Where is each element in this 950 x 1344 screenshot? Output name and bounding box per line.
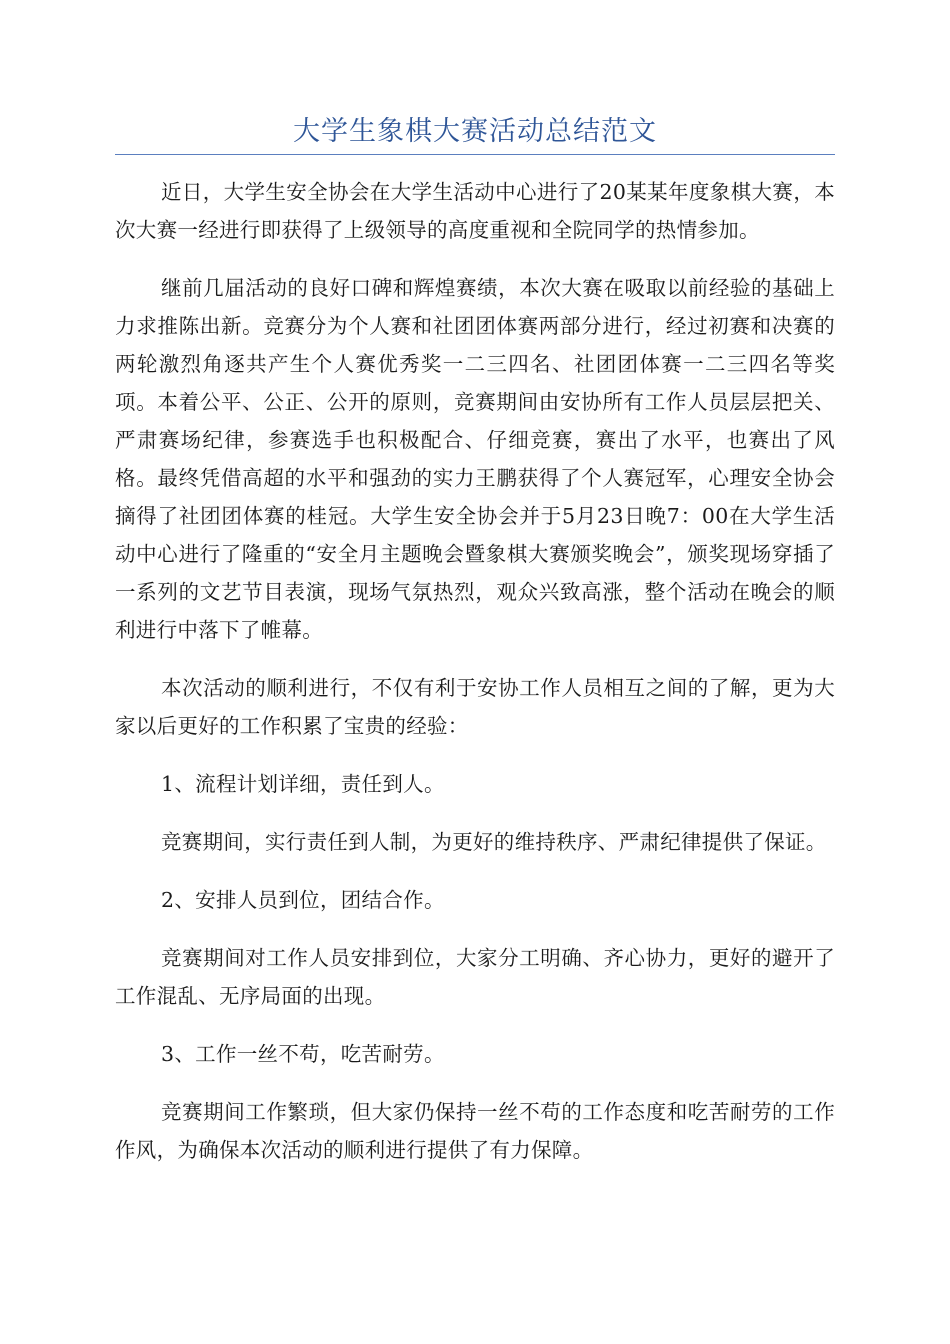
paragraph-point-2: 竞赛期间对工作人员安排到位，大家分工明确、齐心协力，更好的避开了工作混乱、无序局面的出现。: [115, 946, 835, 1008]
paragraph-point-1: 竞赛期间，实行责任到人制，为更好的维持秩序、严肃纪律提供了保证。: [161, 830, 827, 854]
title-underline: [115, 154, 835, 155]
list-heading-2: 2、安排人员到位，团结合作。: [161, 888, 445, 912]
document-body: [115, 173, 835, 1189]
list-heading-1: 1、流程计划详细，责任到人。: [161, 772, 445, 796]
paragraph-point-3: 竞赛期间工作繁琐，但大家仍保持一丝不苟的工作态度和吃苦耐劳的工作作风，为确保本次活动的顺利进行提供了有力保障。: [115, 1100, 835, 1162]
list-heading-3: 3、工作一丝不苟，吃苦耐劳。: [161, 1042, 445, 1066]
paragraph-intro: 近日，大学生安全协会在大学生活动中心进行了20某某年度象棋大赛，本次大赛一经进行即获得了上级领导的高度重视和全院同学的热情参加。: [115, 180, 835, 242]
paragraph-event-details: 继前几届活动的良好口碑和辉煌赛绩，本次大赛在吸取以前经验的基础上力求推陈出新。竞赛分为个人赛和社团团体赛两部分进行，经过初赛和决赛的两轮激烈角逐共产生个人赛优秀奖一二三四名、社团团体赛一二三四名等奖项。本着公平、公正、公开的原则，竞赛期间由安协所有工作人员层层把关、严肃赛场纪律，参赛选手也积极配合、仔细竞赛，赛出了水平，也赛出了风格。最终凭借高超的水平和强劲的实力王鹏获得了个人赛冠军，心理安全协会摘得了社团团体赛的桂冠。大学生安全协会并于5月23日晚7：00在大学生活动中心进行了隆重的“安全月主题晚会暨象棋大赛颁奖晚会”，颁奖现场穿插了一系列的文艺节目表演，现场气氛热烈，观众兴致高涨，整个活动在晚会的顺利进行中落下了帷幕。: [115, 276, 835, 642]
paragraph-experience: 本次活动的顺利进行，不仅有利于安协工作人员相互之间的了解，更为大家以后更好的工作积累了宝贵的经验：: [115, 676, 835, 738]
document-title: 大学生象棋大赛活动总结范文: [293, 116, 657, 147]
